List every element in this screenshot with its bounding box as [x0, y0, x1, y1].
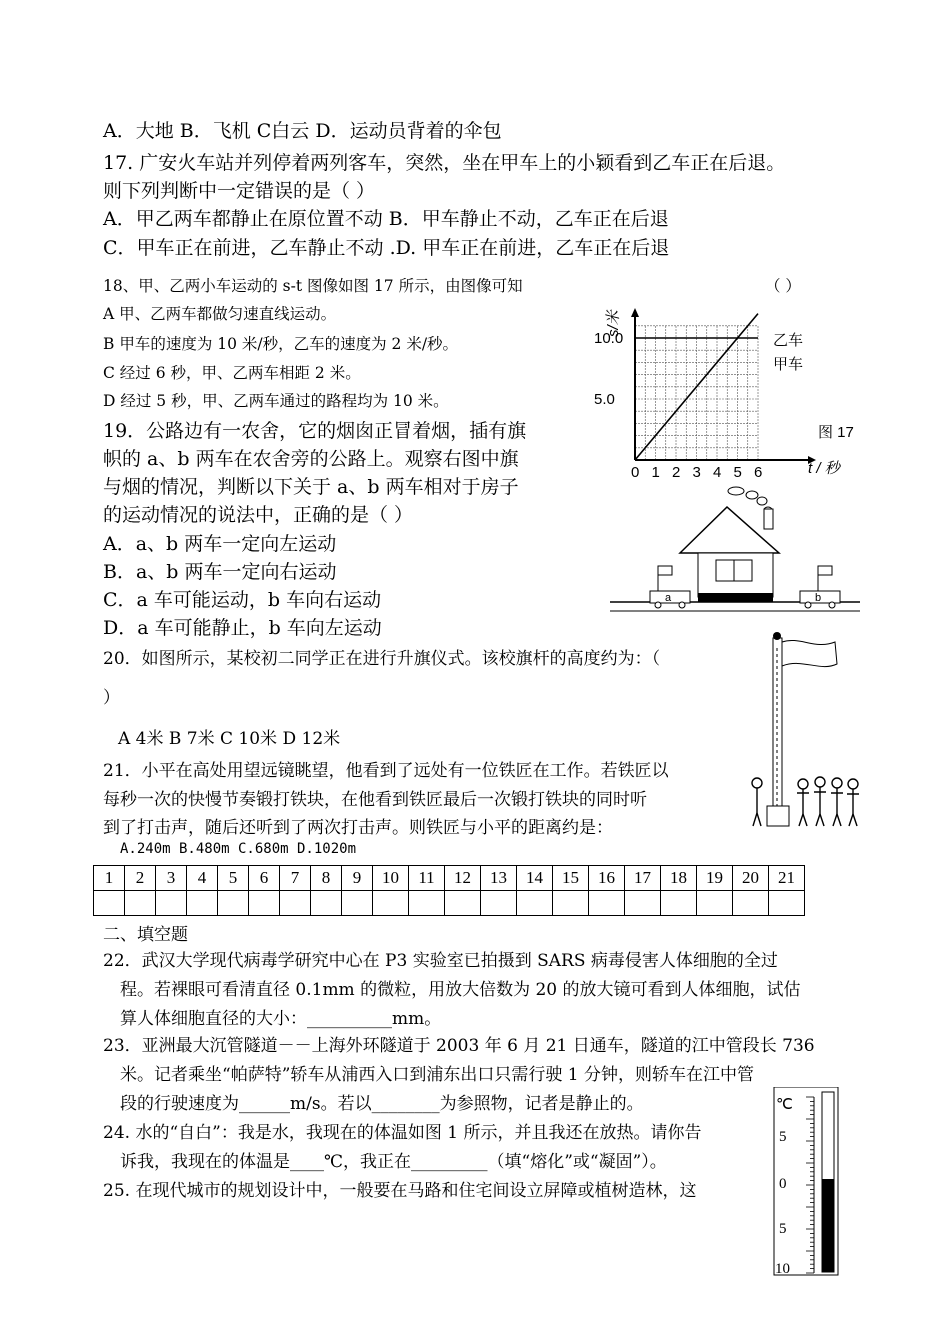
thermo-label-0: 0 — [779, 1176, 787, 1192]
q21-stem-3: 到了打击声，随后还听到了两次打击声。则铁匠与小平的距离约是： — [103, 818, 613, 838]
answer-table-blank-row[interactable] — [94, 891, 805, 916]
chimney — [764, 509, 773, 529]
q19-stem-2: 帜的 a、b 两车在农舍旁的公路上。观察右图中旗 — [103, 448, 519, 470]
flagpole-figure — [745, 628, 865, 833]
answer-number: 10 — [373, 866, 409, 891]
q20-options: A 4米 B 7米 C 10米 D 12米 — [118, 729, 341, 749]
thermometer-unit: ℃ — [776, 1097, 793, 1113]
answer-number: 7 — [280, 866, 311, 891]
figure-label: 图 17 — [818, 424, 854, 441]
answer-number: 14 — [517, 866, 553, 891]
answer-cell[interactable] — [280, 891, 311, 916]
q21-stem-1: 21．小平在高处用望远镜眺望，他看到了远处有一位铁匠在工作。若铁匠以 — [103, 761, 669, 781]
q19-stem-3: 与烟的情况，判断以下关于 a、b 两车相对于房子 — [103, 476, 519, 498]
thermo-label-5-bottom: 5 — [779, 1221, 787, 1237]
q17-options-cd: C．甲车正在前进，乙车静止不动 .D. 甲车正在前进，乙车正在后退 — [103, 237, 670, 259]
answer-cell[interactable] — [445, 891, 481, 916]
answer-cell[interactable] — [125, 891, 156, 916]
q22-line-2: 程。若裸眼可看清直径 0.1mm 的微粒，用放大倍数为 20 的放大镜可看到人体细胞，试估 — [120, 980, 801, 1000]
answer-number: 20 — [733, 866, 769, 891]
q18-answer-paren: （ ） — [765, 277, 801, 295]
house-foundation — [698, 593, 773, 602]
answer-number: 17 — [625, 866, 661, 891]
st-chart — [590, 305, 870, 480]
answer-cell[interactable] — [218, 891, 249, 916]
answer-number: 8 — [311, 866, 342, 891]
x-tick-label: 0 — [631, 464, 640, 480]
answer-number: 4 — [187, 866, 218, 891]
answer-cell[interactable] — [625, 891, 661, 916]
x-tick-label: 5 — [733, 464, 742, 480]
house-figure — [610, 483, 860, 625]
answer-cell[interactable] — [249, 891, 280, 916]
y-tick-label: 10.0 — [594, 330, 624, 347]
thermometer-mercury — [822, 1179, 834, 1272]
q16-options: A．大地 B．飞机 C白云 D．运动员背着的伞包 — [103, 120, 502, 142]
smoke-puff-3 — [757, 497, 767, 505]
answer-cell[interactable] — [94, 891, 125, 916]
answer-cell[interactable] — [409, 891, 445, 916]
q20-stem-end: ） — [103, 688, 120, 708]
flag-a — [658, 566, 672, 575]
q23-line-3: 段的行驶速度为______m/s。若以________为参照物，记者是静止的。 — [120, 1094, 644, 1114]
answer-cell[interactable] — [697, 891, 733, 916]
answer-number: 13 — [481, 866, 517, 891]
answer-cell[interactable] — [733, 891, 769, 916]
answer-number: 2 — [125, 866, 156, 891]
answer-cell[interactable] — [589, 891, 625, 916]
answer-table-header-row — [94, 866, 805, 891]
q24-line-2: 诉我，我现在的体温是____℃，我正在_________（填“熔化”或“凝固”）。 — [120, 1152, 667, 1172]
answer-number: 3 — [156, 866, 187, 891]
q19-stem-4: 的运动情况的说法中，正确的是（ ） — [103, 504, 414, 526]
q18-option-a: A 甲、乙两车都做匀速直线运动。 — [103, 305, 337, 323]
x-tick-label: 4 — [713, 464, 722, 480]
q19-stem-1: 19．公路边有一农舍，它的烟囱正冒着烟，插有旗 — [103, 420, 527, 442]
answer-cell[interactable] — [342, 891, 373, 916]
car-a-label: a — [665, 592, 672, 604]
answer-cell[interactable] — [311, 891, 342, 916]
thermo-label-5-top: 5 — [779, 1129, 787, 1145]
answer-cell[interactable] — [156, 891, 187, 916]
thermometer-figure — [770, 1087, 845, 1277]
answer-cell[interactable] — [769, 891, 805, 916]
answer-cell[interactable] — [661, 891, 697, 916]
smoke-puff-1 — [728, 487, 744, 495]
x-tick-label: 3 — [692, 464, 701, 480]
car-b-label: b — [815, 592, 822, 604]
legend-yi-car: 乙车 — [773, 332, 804, 349]
flag-b — [818, 566, 832, 575]
answer-number: 1 — [94, 866, 125, 891]
flag — [782, 640, 837, 666]
x-tick-label: 6 — [754, 464, 763, 480]
y-tick-label: 5.0 — [594, 391, 615, 408]
answer-number: 15 — [553, 866, 589, 891]
answer-number: 21 — [769, 866, 805, 891]
answer-cell[interactable] — [481, 891, 517, 916]
q18-option-c: C 经过 6 秒，甲、乙两车相距 2 米。 — [103, 364, 361, 382]
answer-number: 6 — [249, 866, 280, 891]
answer-number: 9 — [342, 866, 373, 891]
answer-number: 16 — [589, 866, 625, 891]
q18-stem: 18、甲、乙两小车运动的 s-t 图像如图 17 所示，由图像可知 — [103, 277, 523, 295]
q17-stem-2: 则下列判断中一定错误的是（ ） — [103, 180, 376, 202]
smoke-puff-2 — [746, 491, 758, 499]
q19-option-b: B．a、b 两车一定向右运动 — [103, 561, 337, 583]
legend-jia-car: 甲车 — [773, 356, 804, 373]
answer-cell[interactable] — [187, 891, 218, 916]
q25-line-1: 25. 在现代城市的规划设计中，一般要在马路和住宅间设立屏障或植树造林，这 — [103, 1181, 697, 1201]
q17-options-ab: A．甲乙两车都静止在原位置不动 B．甲车静止不动，乙车正在后退 — [103, 208, 669, 230]
x-tick-label: 1 — [651, 464, 660, 480]
x-axis-label: t / 秒 — [808, 460, 840, 477]
answer-number: 19 — [697, 866, 733, 891]
answer-number: 5 — [218, 866, 249, 891]
q23-line-2: 米。记者乘坐“帕萨特”轿车从浦西入口到浦东出口只需行驶 1 分钟，则轿车在江中管 — [120, 1065, 755, 1085]
q23-line-1: 23．亚洲最大沉管隧道－－上海外环隧道于 2003 年 6 月 21 日通车，隧道的江中管段长 736 — [103, 1036, 815, 1056]
section-fill-in-title: 二、填空题 — [103, 925, 188, 945]
q24-line-1: 24. 水的“自白”：我是水，我现在的体温如图 1 所示，并且我还在放热。请你告 — [103, 1123, 702, 1143]
answer-cell[interactable] — [553, 891, 589, 916]
q18-option-b: B 甲车的速度为 10 米/秒，乙车的速度为 2 米/秒。 — [103, 335, 459, 353]
y-axis-arrow-icon — [631, 308, 639, 317]
q17-stem: 17. 广安火车站并列停着两列客车，突然，坐在甲车上的小颖看到乙车正在后退。 — [103, 152, 786, 174]
q19-option-a: A．a、b 两车一定向左运动 — [103, 533, 337, 555]
answer-number: 18 — [661, 866, 697, 891]
answer-table — [93, 865, 805, 916]
answer-number: 12 — [445, 866, 481, 891]
chart-grid — [635, 326, 758, 460]
answer-number: 11 — [409, 866, 445, 891]
answer-cell[interactable] — [373, 891, 409, 916]
q22-line-1: 22．武汉大学现代病毒学研究中心在 P3 实验室已拍摄到 SARS 病毒侵害人体细胞的全过 — [103, 951, 778, 971]
q21-options: A.240m B.480m C.680m D.1020m — [120, 841, 357, 857]
q22-line-3: 算人体细胞直径的大小：__________mm。 — [120, 1009, 442, 1029]
y-axis-label: s/米 — [605, 310, 622, 337]
flagpole-base — [767, 806, 789, 826]
answer-cell[interactable] — [517, 891, 553, 916]
q20-stem: 20．如图所示，某校初二同学正在进行升旗仪式。该校旗杆的高度约为：（ — [103, 649, 661, 669]
x-tick-label: 2 — [672, 464, 681, 480]
q19-option-c: C．a 车可能运动，b 车向右运动 — [103, 589, 382, 611]
thermo-label-10: 10 — [775, 1261, 790, 1277]
q21-stem-2: 每秒一次的快慢节奏锻打铁块，在他看到铁匠最后一次锻打铁块的同时听 — [103, 790, 647, 810]
q19-option-d: D．a 车可能静止，b 车向左运动 — [103, 617, 382, 639]
q18-option-d: D 经过 5 秒，甲、乙两车通过的路程均为 10 米。 — [103, 392, 449, 410]
